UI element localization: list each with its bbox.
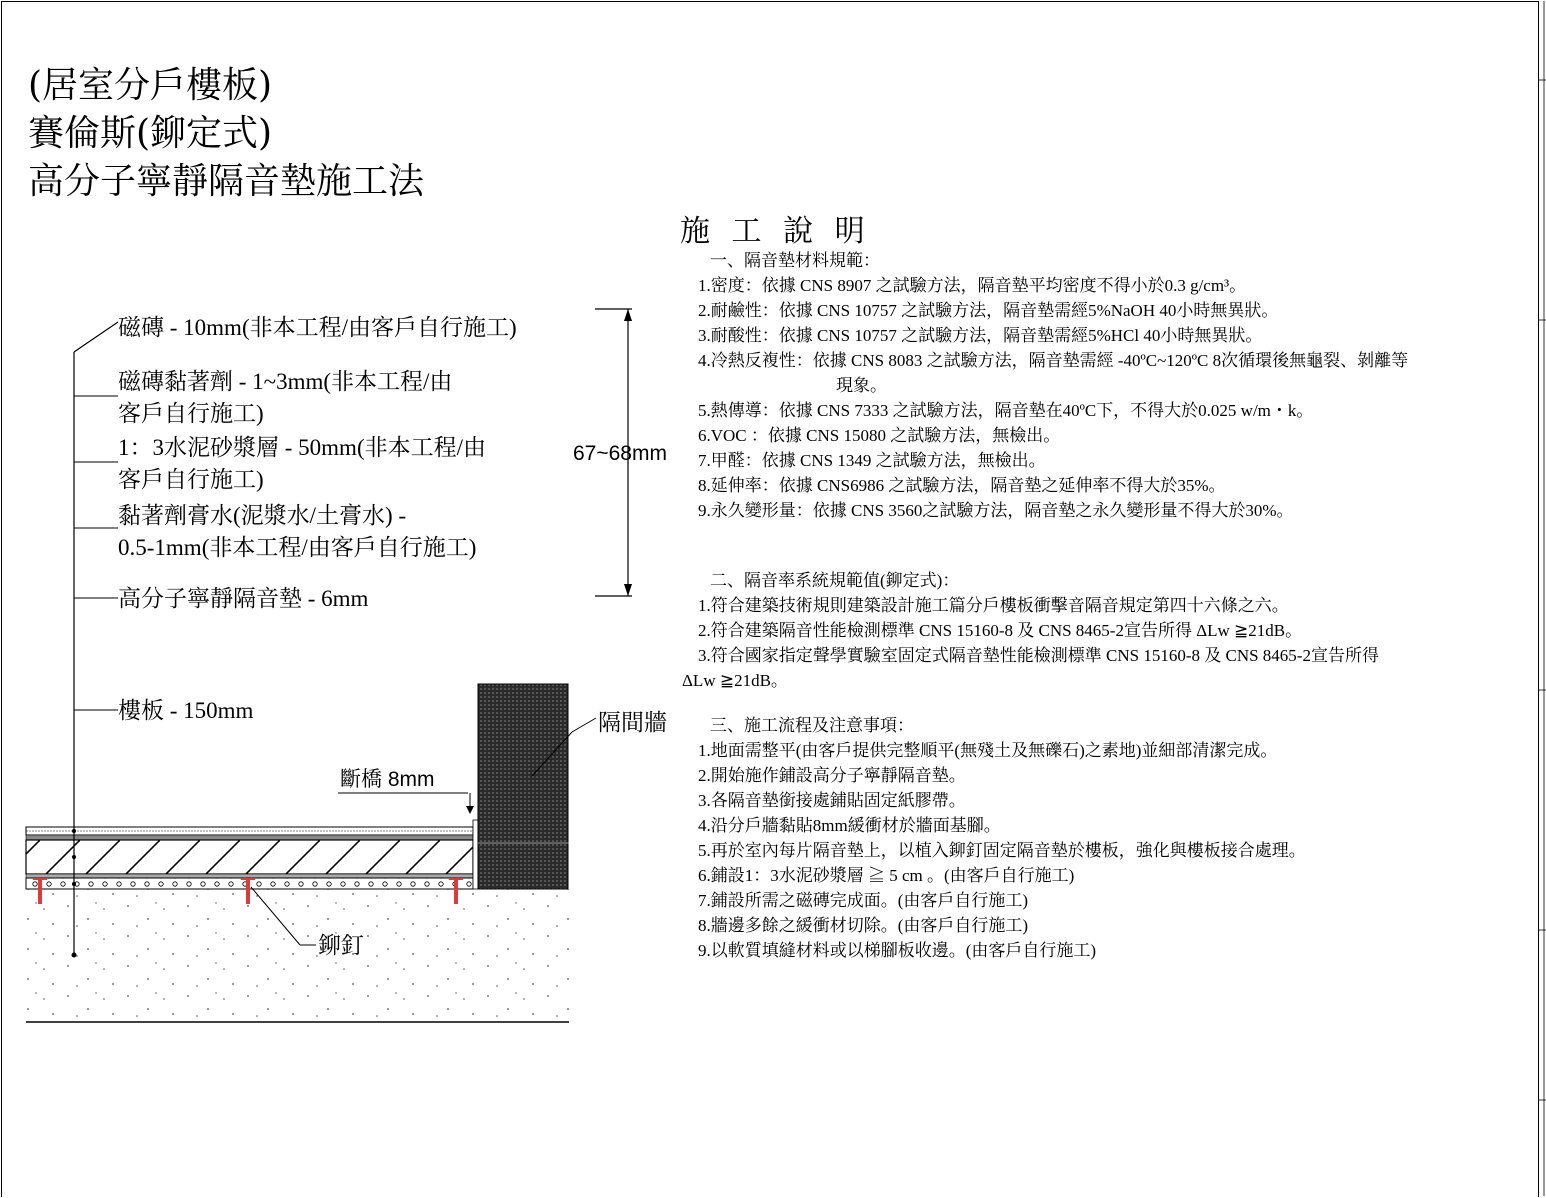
layer-label-adhesive: 磁磚黏著劑 - 1~3mm(非本工程/由	[118, 369, 453, 394]
spec-item: 6.VOC ：依據 CNS 15080 之試驗方法，無檢出。	[698, 426, 1061, 445]
spec-item: 5.再於室內每片隔音墊上，以植入鉚釘固定隔音墊於樓板，強化與樓板接合處理。	[698, 841, 1306, 860]
spec-item: 現象。	[836, 376, 887, 395]
spec-item: 4.冷熱反複性：依據 CNS 8083 之試驗方法，隔音墊需經 -40ºC~120ºC 8次循環後無龜裂、剝離等	[698, 351, 1409, 370]
spec-item: 3.符合國家指定聲學實驗室固定式隔音墊性能檢測標準 CNS 15160-8 及 CNS 8465-2宣告所得	[698, 646, 1379, 665]
section2-title: 二、隔音率系統規範值(鉚定式)：	[710, 571, 960, 590]
spec-item: 9.以軟質填縫材料或以梯腳板收邊。(由客戶自行施工)	[698, 941, 1097, 960]
title-line-1: (居室分戶樓板)	[28, 65, 273, 106]
spec-item: 6.鋪設1：3水泥砂漿層 ≧ 5 cm 。(由客戶自行施工)	[698, 866, 1075, 885]
title-line-2: 賽倫斯(鉚定式)	[28, 113, 273, 154]
spec-item: 5.熱傳導：依據 CNS 7333 之試驗方法，隔音墊在40ºC下，不得大於0.025 w/m・k。	[698, 401, 1314, 420]
gap-buffer	[473, 820, 478, 889]
layer-label-paste: 黏著劑膏水(泥漿水/土膏水) -	[118, 503, 407, 528]
gap-label: 斷橋 8mm	[340, 768, 435, 791]
spec-item: 1.密度：依據 CNS 8907 之試驗方法，隔音墊平均密度不得小於0.3 g/cm³。	[698, 276, 1247, 295]
title-line-3: 高分子寧靜隔音墊施工法	[28, 161, 425, 202]
section3-title: 三、施工流程及注意事項：	[710, 716, 914, 735]
layer-label-tile: 磁磚 - 10mm(非本工程/由客戶自行施工)	[118, 315, 517, 340]
layer-label-mortar-2: 客戶自行施工)	[118, 467, 264, 492]
rivet-label: 鉚釘	[318, 933, 364, 958]
section1-title: 一、隔音墊材料規範：	[710, 251, 880, 270]
floor-slab	[26, 889, 569, 1021]
wall-label: 隔間牆	[598, 710, 667, 735]
spec-item: 8.延伸率：依據 CNS6986 之試驗方法，隔音墊之延伸率不得大於35%。	[698, 476, 1226, 495]
spec-item: 8.牆邊多餘之緩衝材切除。(由客戶自行施工)	[698, 916, 1029, 935]
spec-item: 2.開始施作鋪設高分子寧靜隔音墊。	[698, 766, 966, 785]
spec-item: 2.符合建築隔音性能檢測標準 CNS 15160-8 及 CNS 8465-2宣告所得 ΔLw ≧21dB。	[698, 621, 1303, 640]
spec-item: 3.耐酸性：依據 CNS 10757 之試驗方法，隔音墊需經5%HCl 40小時無異狀。	[698, 326, 1263, 345]
spec-item: 1.符合建築技術規則建築設計施工篇分戶樓板衝擊音隔音規定第四十六條之六。	[698, 596, 1289, 615]
layer-label-pad: 高分子寧靜隔音墊 - 6mm	[118, 586, 369, 611]
mortar-layer	[26, 840, 473, 874]
spec-item: 7.甲醛：依據 CNS 1349 之試驗方法，無檢出。	[698, 451, 1046, 470]
spec-item: 1.地面需整平(由客戶提供完整順平(無殘土及無礫石)之素地)並細部清潔完成。	[698, 741, 1278, 760]
spec-item: 3.各隔音墊銜接處鋪貼固定紙膠帶。	[698, 791, 966, 810]
spec-item: ΔLw ≧21dB。	[682, 671, 788, 690]
layer-label-paste-2: 0.5-1mm(非本工程/由客戶自行施工)	[118, 535, 477, 560]
layer-label-mortar: 1：3水泥砂漿層 - 50mm(非本工程/由	[118, 435, 486, 460]
notes-heading: 施 工 說 明	[680, 214, 871, 249]
partition-wall	[478, 684, 568, 889]
spec-item: 4.沿分戶牆黏貼8mm緩衝材於牆面基腳。	[698, 816, 1001, 835]
spec-item: 2.耐鹼性：依據 CNS 10757 之試驗方法，隔音墊需經5%NaOH 40小時無異狀。	[698, 301, 1279, 320]
layer-label-adhesive-2: 客戶自行施工)	[118, 401, 264, 426]
spec-item: 9.永久變形量：依據 CNS 3560之試驗方法，隔音墊之永久變形量不得大於30%。	[698, 501, 1294, 520]
dimension-label: 67~68mm	[573, 442, 667, 465]
layer-label-slab: 樓板 - 150mm	[118, 698, 254, 723]
spec-item: 7.鋪設所需之磁磚完成面。(由客戶自行施工)	[698, 891, 1029, 910]
